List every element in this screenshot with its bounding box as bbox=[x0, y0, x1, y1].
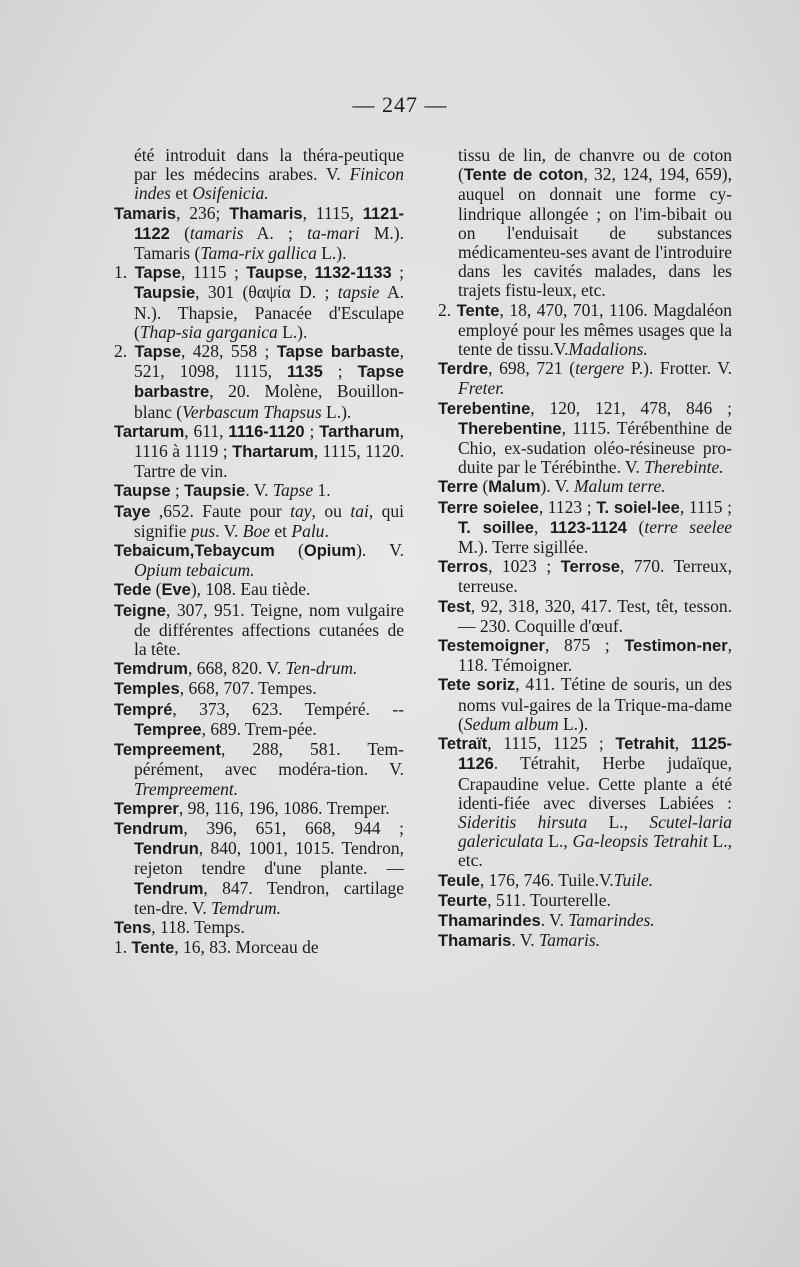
dictionary-entry-left-9: Teigne, 307, 951. Teigne, nom vulgaire de différentes affections cutanées de la tête. bbox=[114, 599, 404, 660]
dictionary-entry-right-11: Teule, 176, 746. Tuile.V.Tuile. bbox=[438, 869, 654, 890]
dictionary-entry-right-13: Thamarindes. V. Tamarindes. bbox=[438, 909, 655, 930]
dictionary-entry-left-2: 1. Tapse, 1115 ; Taupse, 1132-1133 ; Taupsie, 301 (θαψία D. ; tapsie A. N.). Thapsie, Panacée d'Esculape (Thap-sia garganica L.). bbox=[114, 262, 405, 342]
dictionary-entry-left-14: Temprer, 98, 116, 196, 1086. Tremper. bbox=[114, 797, 390, 818]
dictionary-entry-left-15: Tendrum, 396, 651, 668, 944 ; Tendrun, 840, 1001, 1015. Tendron, rejeton tendre d'une plante. — Tendrum, 847. Tendron, cartilage ten-dre. V. Temdrum. bbox=[114, 817, 404, 918]
right-column bbox=[438, 146, 732, 951]
dictionary-entry-left-10: Temdrum, 668, 820. V. Ten-drum. bbox=[114, 658, 358, 679]
dictionary-entry-left-13: Tempreement, 288, 581. Tem-pérément, avec modéra-tion. V. Trempreement. bbox=[114, 739, 404, 799]
dictionary-entry-left-6: Taye ,652. Faute pour tay, ou tai, qui signifie pus. V. Boe et Palu. bbox=[114, 500, 404, 541]
dictionary-entry-right-3: Terebentine, 120, 121, 478, 846 ; Therebentine, 1115. Térébenthine de Chio, ex-sudation oléo-résineuse pro-duite par le Térébinthe. V. Therebinte. bbox=[438, 397, 732, 478]
dictionary-entry-right-12: Teurte, 511. Tourterelle. bbox=[438, 889, 611, 910]
dictionary-entry-left-12: Tempré, 373, 623. Tempéré. -- Tempree, 689. Trem-pée. bbox=[114, 698, 404, 739]
dictionary-entry-right-10: Tetraït, 1115, 1125 ; Tetrahit, 1125-1126. Tétrahit, Herbe judaïque, Crapaudine velue. Cette plante a été identi-fiée avec diverses Labiées : Sideritis hirsuta L., Scutel-laria galericulata L., Ga-leopsis Tetrahit L., etc. bbox=[438, 733, 732, 871]
dictionary-entry-left-17: 1. Tente, 16, 83. Morceau de bbox=[114, 937, 319, 958]
dictionary-entry-right-8: Testemoigner, 875 ; Testimon-ner, 118. Témoigner. bbox=[438, 635, 732, 676]
dictionary-entry-right-7: Test, 92, 318, 320, 417. Test, têt, tesson. — 230. Coquille d'œuf. bbox=[438, 595, 732, 636]
dictionary-entry-left-1: Tamaris, 236; Thamaris, 1115, 1121-1122 (tamaris A. ; ta-mari M.). Tamaris (Tama-rix gallica L.). bbox=[114, 202, 404, 264]
dictionary-entry-left-8: Tede (Eve), 108. Eau tiède. bbox=[114, 579, 311, 600]
dictionary-entry-left-11: Temples, 668, 707. Tempes. bbox=[114, 678, 317, 699]
dictionary-entry-left-5: Taupse ; Taupsie. V. Tapse 1. bbox=[114, 480, 331, 501]
page-number: — 247 — bbox=[352, 92, 448, 117]
left-column bbox=[114, 146, 404, 958]
dictionary-entry-right-9: Tete soriz, 411. Tétine de souris, un des noms vul-gaires de la Trique-ma-dame (Sedum album L.). bbox=[438, 674, 733, 734]
dictionary-entry-left-16: Tens, 118. Temps. bbox=[114, 916, 245, 937]
dictionary-entry-left-0: été introduit dans la théra-peutique par les médecins arabes. V. Finicon indes et Osifenicia. bbox=[134, 145, 404, 204]
dictionary-entry-right-1: 2. Tente, 18, 470, 701, 1106. Magdaléon employé pour les mêmes usages que la tente de tissu.V.Madalions. bbox=[438, 299, 733, 360]
dictionary-entry-right-5: Terre soielee, 1123 ; T. soiel-lee, 1115 ; T. soillee, 1123-1124 (terre seelee M.). Terre sigillée. bbox=[438, 496, 732, 558]
dictionary-entry-left-4: Tartarum, 611, 1116-1120 ; Tartharum, 1116 à 1119 ; Thartarum, 1115, 1120. Tartre de vin. bbox=[114, 420, 404, 482]
dictionary-entry-right-4: Terre (Malum). V. Malum terre. bbox=[438, 476, 666, 497]
dictionary-entry-right-6: Terros, 1023 ; Terrose, 770. Terreux, terreuse. bbox=[438, 556, 732, 597]
dictionary-entry-left-3: 2. Tapse, 428, 558 ; Tapse barbaste, 521, 1098, 1115, 1135 ; Tapse barbastre, 20. Molène, Bouillon-blanc (Verbascum Thapsus L.). bbox=[114, 341, 405, 422]
dictionary-entry-right-14: Thamaris. V. Tamaris. bbox=[438, 930, 601, 951]
dictionary-entry-left-7: Tebaicum,Tebaycum (Opium). V. Opium tebaicum. bbox=[114, 540, 404, 581]
dictionary-entry-right-0: tissu de lin, de chanvre ou de coton (Tente de coton, 32, 124, 194, 659), auquel on donnait une forme cy-lindrique allongée ; on l'im-bibait ou on l'enduisait de substances médicamenteu-ses avant de l'introduire dans les cavités malades, dans les trajets fistu-leux, etc. bbox=[458, 145, 732, 301]
dictionary-entry-right-2: Terdre, 698, 721 (tergere P.). Frotter. V. Freter. bbox=[438, 358, 732, 399]
